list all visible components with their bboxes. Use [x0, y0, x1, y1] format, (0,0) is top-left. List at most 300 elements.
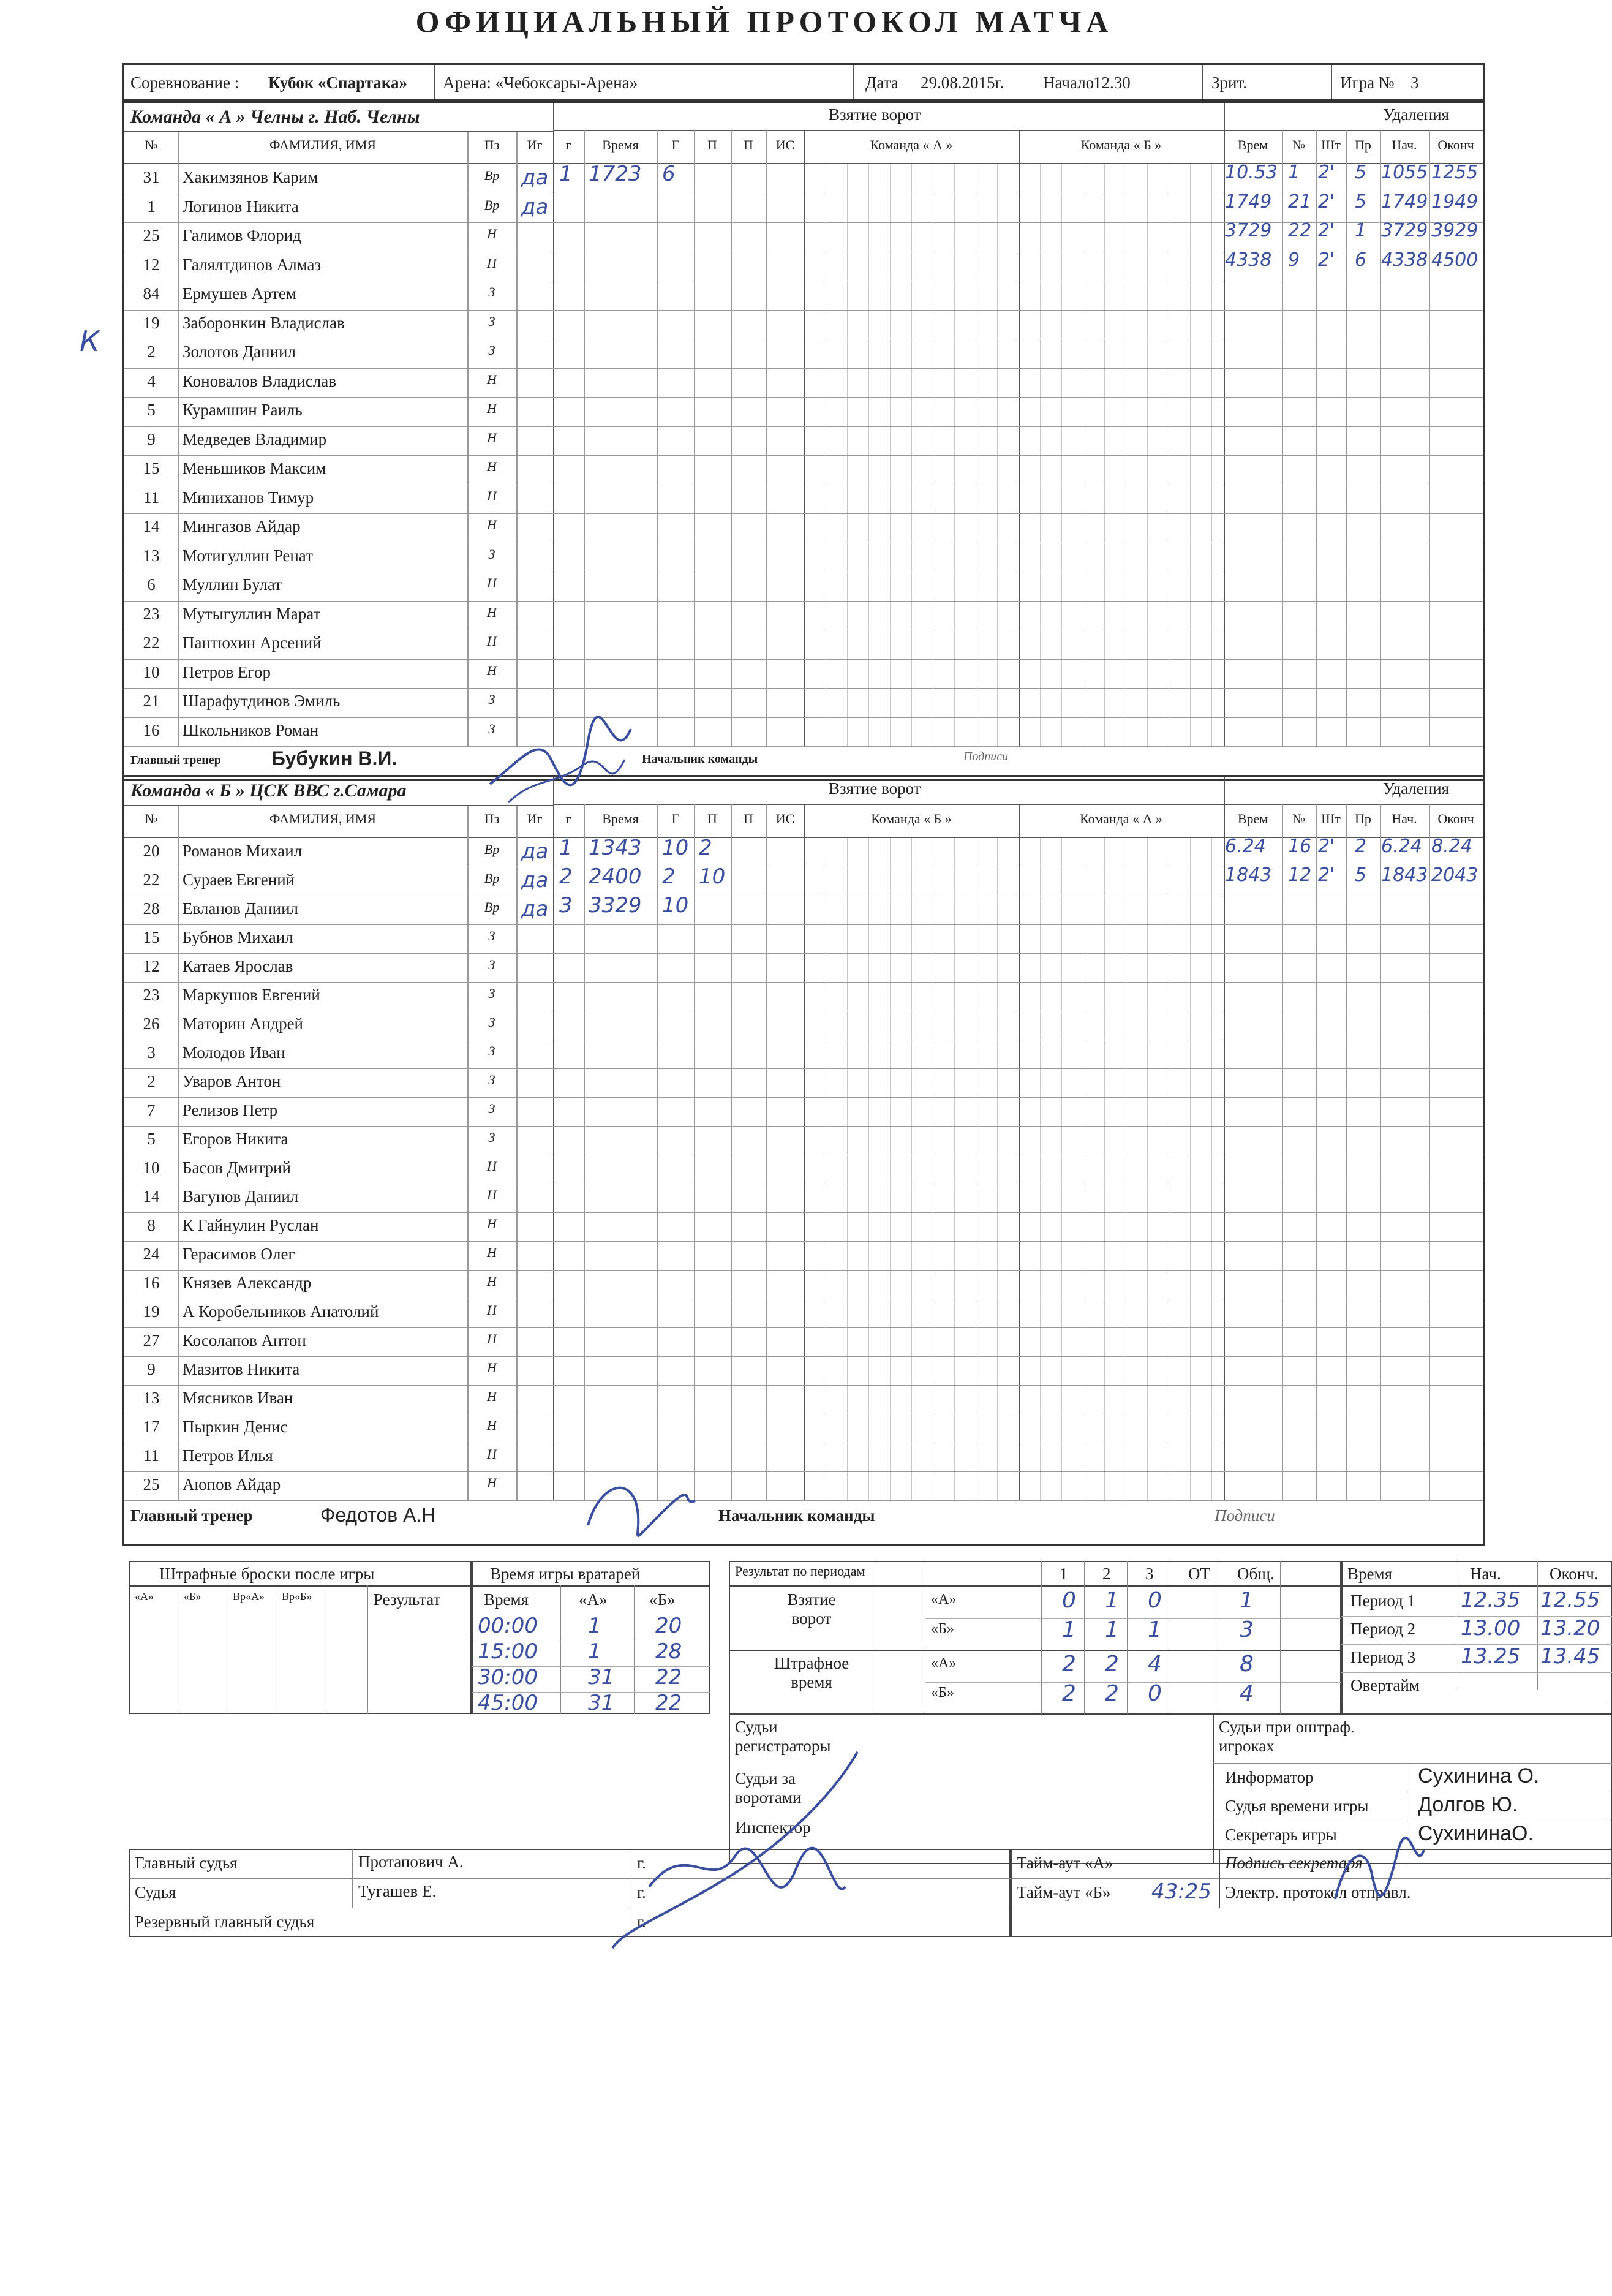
penalty-end: 1949: [1431, 191, 1478, 213]
team-b-player-row: [124, 1475, 1483, 1504]
goal-time: 1343: [589, 836, 642, 860]
team-a-signatures-label: Подписи: [963, 750, 1009, 763]
team-b-col-time: Время: [602, 811, 639, 826]
team-a-col-G: Г: [671, 137, 680, 153]
timeout-a-label: Тайм-аут «А»: [1017, 1854, 1113, 1872]
goal-g: 3: [559, 893, 573, 918]
player-position: З: [488, 342, 495, 358]
team-a-player-row: [124, 372, 1483, 401]
team-a-player-row: [124, 575, 1483, 605]
team-b-col-teamB: Команда « А »: [1080, 811, 1162, 826]
team-b-player-row: [124, 1418, 1483, 1446]
player-number: 5: [147, 401, 156, 419]
date-value: 29.08.2015г.: [921, 74, 1004, 92]
period-start: 12.35: [1461, 1588, 1521, 1612]
period-value: 4: [1148, 1652, 1162, 1677]
team-a-player-row: [124, 194, 1483, 227]
team-b-player-row: [124, 1072, 1483, 1101]
shootout-col: Вр«Б»: [282, 1590, 312, 1603]
player-position: Н: [487, 1302, 497, 1318]
team-a-col-penNo: №: [1292, 137, 1305, 153]
penalty-no: 9: [1288, 249, 1300, 271]
player-number: 24: [143, 1245, 160, 1263]
captain-mark-a: К: [80, 325, 100, 358]
period-team-label: «Б»: [931, 1685, 954, 1701]
team-a-player-row: [124, 692, 1483, 721]
period-value: 1: [1148, 1617, 1162, 1642]
player-name: Заборонкин Владислав: [183, 313, 345, 332]
player-name: Бубнов Михаил: [183, 928, 293, 946]
reserve-ref-label: Резервный главный судья: [135, 1913, 315, 1931]
coach-a-signature: [484, 723, 643, 833]
team-a-col-penStart: Нач.: [1392, 137, 1417, 153]
player-position: З: [488, 1101, 495, 1116]
registrar-judges-label: Судьи регистраторы: [735, 1718, 831, 1755]
player-position: Н: [487, 429, 497, 445]
shootout-col: «А»: [135, 1590, 154, 1603]
gk-col-a: «А»: [579, 1590, 608, 1609]
player-number: 21: [143, 692, 160, 710]
player-name: Пантюхин Арсений: [183, 633, 322, 652]
period-col: ОТ: [1188, 1565, 1210, 1583]
penalty-start: 1055: [1381, 162, 1428, 183]
period-team-label: «А»: [931, 1655, 957, 1671]
penalty-time: 4338: [1225, 249, 1272, 271]
penalty-time: 10.53: [1225, 162, 1278, 183]
goal-time: 3329: [589, 893, 642, 918]
team-a-penalties-heading: Удаления: [1383, 105, 1450, 124]
player-position: Н: [487, 1360, 497, 1375]
team-b-col-g: г: [565, 811, 571, 826]
team-a-col-penEnd: Оконч: [1437, 137, 1474, 153]
team-b-player-row: [124, 1389, 1483, 1418]
competition-label: Соревнование :: [130, 74, 239, 92]
periods-title: Результат по периодам: [735, 1563, 865, 1579]
period-value: 0: [1148, 1588, 1162, 1613]
shootout-box: [129, 1561, 472, 1714]
player-number: 20: [143, 842, 160, 860]
informer-label: Информатор: [1225, 1768, 1314, 1786]
player-name: Мутыгуллин Марат: [183, 604, 321, 623]
player-name: Петров Илья: [183, 1446, 273, 1465]
goals-summary-label: Взятие ворот: [787, 1590, 836, 1628]
player-position: З: [488, 957, 495, 972]
penalty-start: 1843: [1381, 864, 1428, 886]
penalty-reason: 2: [1355, 836, 1367, 857]
arena: Арена: «Чебоксары-Арена»: [443, 74, 638, 92]
goal-time: 2400: [589, 864, 642, 889]
player-number: 23: [143, 986, 160, 1004]
player-number: 15: [143, 928, 160, 946]
player-number: 10: [143, 662, 160, 681]
timeout-b-label: Тайм-аут «Б»: [1017, 1883, 1111, 1901]
player-name: А Коробельников Анатолий: [183, 1302, 379, 1321]
player-number: 16: [143, 1274, 160, 1292]
period-value: 1: [1105, 1588, 1119, 1613]
game-number: 3: [1410, 74, 1419, 92]
team-a-coach-label: Главный тренер: [130, 753, 221, 767]
player-position: Н: [487, 1274, 497, 1289]
player-number: 84: [143, 284, 160, 303]
goal-G: 6: [662, 162, 676, 186]
team-b-player-row: [124, 1101, 1483, 1130]
team-a-col-penT: Врем: [1237, 137, 1268, 153]
gk-row-time: 00:00: [478, 1614, 538, 1638]
start-label: Начало: [1043, 74, 1094, 92]
team-a-player-row: [124, 546, 1483, 576]
player-number: 15: [143, 459, 160, 477]
gk-row-time: 45:00: [478, 1691, 538, 1715]
team-b-col-penNo: №: [1292, 811, 1305, 826]
team-a-coach: Бубукин В.И.: [271, 747, 397, 769]
team-a-col-teamA: Команда « А »: [870, 137, 953, 153]
penalty-judges-label: Судьи при оштраф. игроках: [1219, 1718, 1355, 1755]
team-a-player-row: [124, 342, 1483, 372]
player-number: 25: [143, 226, 160, 244]
penalty-min: 2': [1318, 162, 1335, 183]
referee-label-1: Судья: [135, 1883, 176, 1901]
gk-row-b: 22: [655, 1665, 682, 1690]
coach-b-signature: [576, 1470, 698, 1562]
player-name: Коновалов Владислав: [183, 371, 337, 390]
gk-row-b: 20: [655, 1614, 682, 1638]
player-played: да: [521, 868, 549, 893]
period-value: 3: [1240, 1617, 1254, 1642]
team-a-manager-label: Начальник команды: [642, 752, 758, 766]
team-b-penalties-heading: Удаления: [1383, 779, 1450, 798]
player-position: З: [488, 1072, 495, 1087]
secretary-signature: [1329, 1838, 1427, 1911]
penalty-start: 4338: [1381, 249, 1428, 271]
player-number: 3: [147, 1043, 156, 1062]
player-number: 31: [143, 168, 160, 186]
period-label: Период 2: [1350, 1620, 1416, 1638]
player-position: Вр: [484, 899, 500, 915]
timekeeper-name: Долгов Ю.: [1418, 1793, 1518, 1816]
referee-city-0: г.: [637, 1854, 646, 1872]
penalty-summary-label: Штрафное время: [774, 1654, 849, 1691]
time-col-label: Время: [1347, 1565, 1392, 1583]
team-a-col-no: №: [145, 137, 158, 153]
team-a-player-row: [124, 401, 1483, 430]
player-name: Школьников Роман: [183, 720, 319, 739]
period-col: 2: [1102, 1565, 1111, 1583]
team-b-player-row: [124, 957, 1483, 986]
player-position: Н: [487, 1158, 497, 1174]
gk-title: Время игры вратарей: [490, 1565, 641, 1583]
team-a-player-row: [124, 165, 1483, 197]
player-name: Сураев Евгений: [183, 870, 295, 889]
period-end: 13.20: [1540, 1616, 1600, 1641]
penalty-reason: 5: [1355, 864, 1367, 886]
date-label: Дата: [865, 74, 898, 92]
timekeeper-label: Судья времени игры: [1225, 1797, 1369, 1815]
team-a-player-row: [124, 255, 1483, 285]
gk-row-time: 15:00: [478, 1639, 538, 1664]
player-number: 12: [143, 255, 160, 274]
penalty-min: 2': [1318, 191, 1335, 213]
player-name: Князев Александр: [183, 1274, 312, 1292]
player-position: Н: [487, 1245, 497, 1260]
shootout-title: Штрафные броски после игры: [159, 1565, 375, 1583]
player-name: Егоров Никита: [183, 1130, 288, 1148]
player-name: Пыркин Денис: [183, 1418, 288, 1436]
player-position: Вр: [484, 168, 500, 183]
team-b-manager-label: Начальник команды: [718, 1506, 875, 1525]
player-name: Миниханов Тимур: [183, 488, 314, 507]
penalty-end: 8.24: [1431, 836, 1472, 857]
player-name: Логинов Никита: [183, 197, 299, 216]
team-a-block: [122, 101, 1485, 781]
team-b-col-name: ФАМИЛИЯ, ИМЯ: [269, 811, 376, 826]
team-b-player-row: [124, 839, 1483, 870]
gk-col-time: Время: [484, 1590, 529, 1609]
team-b-player-row: [124, 928, 1483, 957]
player-name: Герасимов Олег: [183, 1245, 295, 1263]
player-number: 17: [143, 1418, 160, 1436]
team-a-player-row: [124, 284, 1483, 314]
player-name: Курамшин Раиль: [183, 401, 303, 419]
team-b-col-pos: Пз: [484, 811, 500, 826]
game-label: Игра №: [1340, 74, 1395, 92]
period-value: 2: [1062, 1681, 1076, 1706]
player-name: Шарафутдинов Эмиль: [183, 692, 341, 710]
team-b-col-penEnd: Оконч: [1437, 811, 1474, 826]
player-name: Петров Егор: [183, 662, 271, 681]
team-b-col-penStart: Нач.: [1392, 811, 1417, 826]
referee-city-1: г.: [637, 1883, 646, 1901]
period-value: 1: [1062, 1617, 1076, 1642]
team-b-player-row: [124, 1331, 1483, 1360]
period-col: Общ.: [1237, 1565, 1275, 1583]
player-number: 25: [143, 1475, 160, 1494]
team-b-col-penMin: Шт: [1321, 811, 1341, 826]
team-b-title: Команда « Б » ЦСК ВВС г.Самара: [130, 780, 407, 801]
timeout-b-value: 43:25: [1151, 1879, 1211, 1904]
goal-judges-label: Судьи за воротами: [735, 1769, 802, 1807]
team-a-col-time: Время: [602, 137, 639, 153]
period-value: 0: [1148, 1681, 1162, 1706]
player-name: Хакимзянов Карим: [183, 168, 318, 186]
player-number: 19: [143, 313, 160, 332]
penalty-end: 2043: [1431, 864, 1478, 886]
goal-g: 1: [559, 162, 573, 186]
referee-label-0: Главный судья: [135, 1854, 238, 1872]
team-a-title: Команда « А » Челны г. Наб. Челны: [130, 107, 420, 127]
period-end: 13.45: [1540, 1644, 1600, 1669]
penalty-min: 2': [1318, 249, 1335, 271]
player-name: Басов Дмитрий: [183, 1158, 291, 1177]
penalty-reason: 1: [1355, 220, 1367, 241]
player-name: Аюпов Айдар: [183, 1475, 281, 1494]
team-a-player-row: [124, 721, 1483, 750]
player-number: 27: [143, 1331, 160, 1350]
penalty-end: 4500: [1431, 249, 1478, 271]
player-number: 9: [147, 429, 156, 448]
penalty-no: 12: [1288, 864, 1312, 886]
team-b-player-row: [124, 1187, 1483, 1216]
player-played: да: [521, 897, 549, 921]
player-number: 12: [143, 957, 160, 975]
goal-g: 1: [559, 836, 573, 860]
player-name: Мазитов Никита: [183, 1360, 300, 1378]
player-position: З: [488, 313, 495, 329]
team-b-col-G: Г: [671, 811, 680, 826]
player-position: Вр: [484, 197, 500, 213]
player-position: Н: [487, 371, 497, 387]
referee-signature: [600, 1746, 894, 1954]
team-a-player-row: [124, 663, 1483, 692]
team-b-player-row: [124, 1274, 1483, 1302]
player-position: З: [488, 928, 495, 943]
team-b-player-row: [124, 1302, 1483, 1331]
team-a-col-pos: Пз: [484, 137, 500, 153]
team-a-player-row: [124, 430, 1483, 459]
player-number: 1: [147, 197, 156, 216]
period-value: 1: [1240, 1588, 1254, 1613]
player-number: 26: [143, 1014, 160, 1033]
period-start: 13.25: [1461, 1644, 1521, 1669]
team-a-col-P2: П: [744, 137, 753, 153]
period-team-label: «Б»: [931, 1621, 954, 1637]
team-b-col-no: №: [145, 811, 158, 826]
shootout-col: Вр«А»: [233, 1590, 265, 1603]
player-name: Маторин Андрей: [183, 1014, 304, 1033]
player-position: З: [488, 692, 495, 707]
player-position: Н: [487, 488, 497, 504]
player-name: Муллин Булат: [183, 575, 282, 594]
team-a-player-row: [124, 633, 1483, 663]
player-name: Вагунов Даниил: [183, 1187, 299, 1206]
player-number: 13: [143, 1389, 160, 1407]
goal-G: 10: [662, 893, 689, 918]
team-b-coach-label: Главный тренер: [130, 1506, 253, 1525]
penalty-time: 1843: [1225, 864, 1272, 886]
period-value: 0: [1062, 1588, 1076, 1613]
player-name: Медведев Владимир: [183, 429, 327, 448]
team-b-col-penPr: Пр: [1355, 811, 1371, 826]
player-position: З: [488, 1043, 495, 1059]
gk-row-b: 22: [655, 1691, 682, 1715]
spectators-label: Зрит.: [1211, 74, 1247, 92]
player-number: 22: [143, 870, 160, 889]
team-b-player-row: [124, 1014, 1483, 1043]
player-name: Евланов Даниил: [183, 899, 299, 918]
player-name: Молодов Иван: [183, 1043, 285, 1062]
team-a-col-penPr: Пр: [1355, 137, 1371, 153]
start-value: 12.30: [1093, 74, 1131, 92]
team-b-coach: Федотов А.Н: [320, 1504, 436, 1526]
period-col: 1: [1060, 1565, 1068, 1583]
player-number: 2: [147, 342, 156, 361]
player-number: 7: [147, 1101, 156, 1119]
team-b-player-row: [124, 1043, 1483, 1072]
team-b-col-IS: ИС: [775, 811, 795, 826]
penalty-start: 1749: [1381, 191, 1428, 213]
player-name: Мясников Иван: [183, 1389, 293, 1407]
team-a-player-row: [124, 488, 1483, 518]
player-position: Н: [487, 1389, 497, 1404]
period-value: 1: [1105, 1617, 1119, 1642]
penalty-end: 1255: [1431, 162, 1478, 183]
penalty-reason: 6: [1355, 249, 1367, 271]
player-name: Меньшиков Максим: [183, 459, 326, 477]
team-b-player-row: [124, 1360, 1483, 1389]
team-b-player-row: [124, 1245, 1483, 1274]
penalty-no: 16: [1288, 836, 1312, 857]
player-name: Галимов Флорид: [183, 226, 301, 244]
player-played: да: [521, 839, 549, 864]
team-a-col-played: Иг: [527, 137, 543, 153]
team-b-block: [122, 775, 1485, 1546]
team-b-player-row: [124, 1158, 1483, 1187]
player-name: Ермушев Артем: [183, 284, 296, 303]
player-number: 13: [143, 546, 160, 565]
penalty-time: 3729: [1225, 220, 1272, 241]
shootout-result-label: Результат: [374, 1590, 441, 1609]
player-played: да: [521, 165, 549, 190]
secretary-sign-label: Подпись секретаря: [1225, 1854, 1363, 1872]
period-start: 13.00: [1461, 1616, 1521, 1641]
player-position: Н: [487, 226, 497, 241]
penalty-no: 21: [1288, 191, 1312, 213]
player-position: Н: [487, 633, 497, 649]
team-b-col-P1: П: [707, 811, 717, 826]
gk-row-a: 31: [588, 1665, 615, 1690]
player-position: З: [488, 1130, 495, 1145]
player-number: 8: [147, 1216, 156, 1234]
team-b-goals-heading: Взятие ворот: [829, 779, 921, 798]
goal-G: 2: [662, 864, 676, 889]
player-position: Вр: [484, 870, 500, 886]
period-value: 2: [1105, 1652, 1119, 1677]
shootout-col: «Б»: [184, 1590, 202, 1603]
player-number: 2: [147, 1072, 156, 1090]
player-name: Золотов Даниил: [183, 342, 296, 361]
gk-row-a: 1: [588, 1639, 601, 1664]
player-number: 23: [143, 604, 160, 623]
player-number: 5: [147, 1130, 156, 1148]
player-name: К Гайнулин Руслан: [183, 1216, 319, 1234]
team-a-col-g: г: [565, 137, 571, 153]
team-a-goals-heading: Взятие ворот: [829, 105, 921, 124]
player-name: Косолапов Антон: [183, 1331, 306, 1350]
player-position: Н: [487, 575, 497, 591]
time-col-end: Оконч.: [1550, 1565, 1599, 1583]
referee-name-0: Протапович А.: [358, 1852, 464, 1871]
player-position: Н: [487, 401, 497, 416]
team-b-player-row: [124, 1216, 1483, 1245]
penalty-min: 2': [1318, 220, 1335, 241]
penalty-time: 1749: [1225, 191, 1272, 213]
team-a-col-name: ФАМИЛИЯ, ИМЯ: [269, 137, 376, 153]
team-b-player-row: [124, 899, 1483, 928]
e-protocol-label: Электр. протокол отправл.: [1225, 1883, 1411, 1901]
player-position: Н: [487, 1216, 497, 1231]
player-number: 28: [143, 899, 160, 918]
gk-col-b: «Б»: [649, 1590, 676, 1609]
period-team-label: «А»: [931, 1592, 957, 1607]
player-position: З: [488, 986, 495, 1001]
penalty-start: 6.24: [1381, 836, 1422, 857]
team-a-col-penMin: Шт: [1321, 137, 1341, 153]
team-a-player-row: [124, 314, 1483, 343]
penalty-no: 22: [1288, 220, 1312, 241]
period-value: 8: [1240, 1652, 1254, 1677]
gk-row-a: 31: [588, 1691, 615, 1715]
penalty-no: 1: [1288, 162, 1300, 183]
goal-P1: 2: [699, 836, 712, 860]
